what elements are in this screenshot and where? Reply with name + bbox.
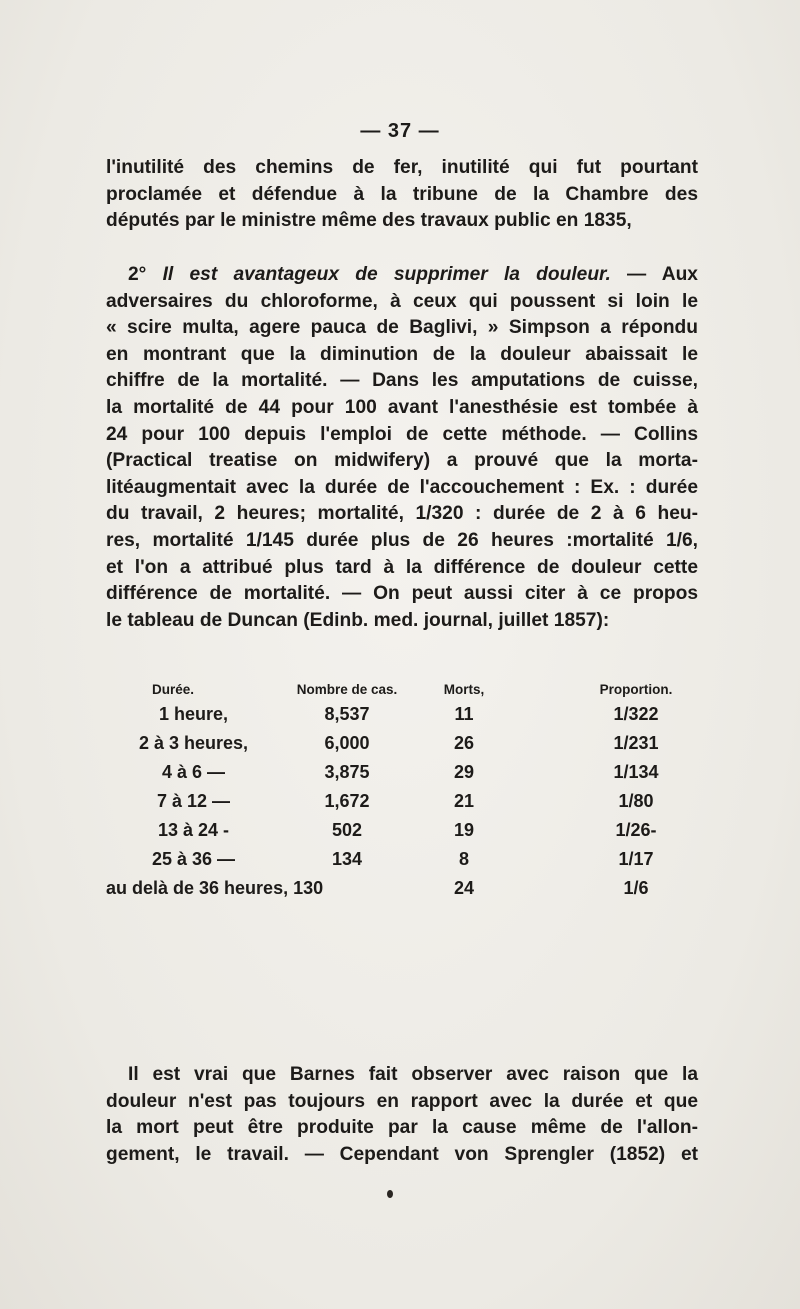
cell-morts: 11 [454, 704, 474, 724]
text-line: la mort peut être produite par la cause même de l'allon- [106, 1117, 698, 1139]
text-line: « scire multa, agere pauca de Baglivi, » Simpson a répondu [106, 317, 698, 339]
text-line: res, mortalité 1/145 durée plus de 26 heures :mortalité 1/6, [106, 529, 698, 551]
text-line: chiffre de la mortalité. — Dans les amputations de cuisse, [106, 370, 698, 392]
cell-cas: 1,672 [324, 791, 370, 811]
text-line: l'inutilité des chemins de fer, inutilité qui fut pourtant [106, 157, 698, 178]
table-row [106, 849, 706, 878]
text-line: le tableau de Duncan (Edinb. med. journal, juillet 1857): [106, 609, 610, 631]
duncan-table [106, 682, 706, 907]
header-proportion: Proportion. [599, 682, 673, 697]
table-row [106, 878, 706, 907]
text-line: adversaires du chloroforme, à ceux qui poussent si loin le [106, 290, 698, 312]
ink-speck [387, 1190, 393, 1198]
header-duree: Durée. [152, 682, 195, 697]
cell-proportion: 1/322 [613, 704, 659, 724]
cell-duree: 2 à 3 heures, [138, 733, 249, 753]
text-line: (Practical treatise on midwifery) a prouvé que la morta- [106, 450, 698, 472]
table-row [106, 820, 706, 849]
cell-morts: 24 [453, 878, 475, 898]
text-line: proclamée et défendue à la tribune de la Chambre des [106, 183, 698, 205]
table-row [106, 762, 706, 791]
paragraph-3 [106, 1062, 698, 1168]
section-heading: Il est avantageux de supprimer la douleur. [162, 264, 611, 285]
text-line: douleur n'est pas toujours en rapport avec la durée et que [106, 1090, 698, 1112]
table-header [106, 682, 706, 704]
cell-cas: 6,000 [324, 733, 370, 753]
cell-proportion: 1/17 [618, 849, 654, 869]
cell-duree: 13 à 24 - [157, 820, 230, 840]
text-line: 24 pour 100 depuis l'emploi de cette méthode. — Collins [106, 423, 698, 445]
cell-proportion: 1/134 [613, 762, 659, 782]
paragraph-1 [106, 155, 698, 235]
table-row [106, 704, 706, 733]
cell-cas: 3,875 [324, 762, 370, 782]
text-line: du travail, 2 heures; mortalité, 1/320 : durée de 2 à 6 heu- [106, 503, 698, 525]
text-line: en montrant que la diminution de la douleur abaissait le [106, 343, 698, 365]
cell-cas: 8,537 [324, 704, 370, 724]
header-morts: Morts, [443, 682, 485, 697]
cell-morts: 29 [453, 762, 475, 782]
section-heading-dash: — Aux [610, 264, 698, 285]
table-row [106, 733, 706, 762]
table-row [106, 791, 706, 820]
cell-morts: 26 [453, 733, 475, 753]
text-line: députés par le ministre même des travaux public en 1835, [106, 210, 632, 232]
cell-duree: 4 à 6 — [161, 762, 226, 782]
cell-duree: au delà de 36 heures, 130 [106, 878, 324, 898]
text-line: la mortalité de 44 pour 100 avant l'anesthésie est tombée à [106, 396, 698, 418]
cell-duree: 25 à 36 — [151, 849, 236, 869]
cell-proportion: 1/26- [615, 820, 657, 840]
cell-morts: 19 [453, 820, 475, 840]
text-line: et l'on a attribué plus tard à la différence de douleur cette [106, 556, 698, 578]
page-number: — 37 — [360, 120, 440, 142]
text-line: gement, le travail. — Cependant von Sprengler (1852) et [106, 1143, 698, 1165]
text-line: litéaugmentait avec la durée de l'accouchement : Ex. : durée [106, 476, 698, 498]
text-line: Il est vrai que Barnes fait observer avec raison que la [128, 1064, 698, 1085]
cell-duree: 1 heure, [158, 704, 229, 724]
cell-proportion: 1/6 [623, 878, 649, 898]
cell-proportion: 1/231 [613, 733, 659, 753]
text-line: différence de mortalité. — On peut aussi citer à ce propos [106, 583, 698, 605]
header-cas: Nombre de cas. [296, 682, 398, 697]
cell-morts: 21 [453, 791, 475, 811]
section-heading-line [106, 262, 698, 289]
cell-cas: 502 [331, 820, 363, 840]
cell-proportion: 1/80 [618, 791, 654, 811]
cell-morts: 8 [458, 849, 469, 869]
cell-duree: 7 à 12 — [156, 791, 231, 811]
cell-cas: 134 [331, 849, 363, 869]
section-number: 2° [128, 264, 147, 285]
paragraph-2 [106, 262, 698, 634]
